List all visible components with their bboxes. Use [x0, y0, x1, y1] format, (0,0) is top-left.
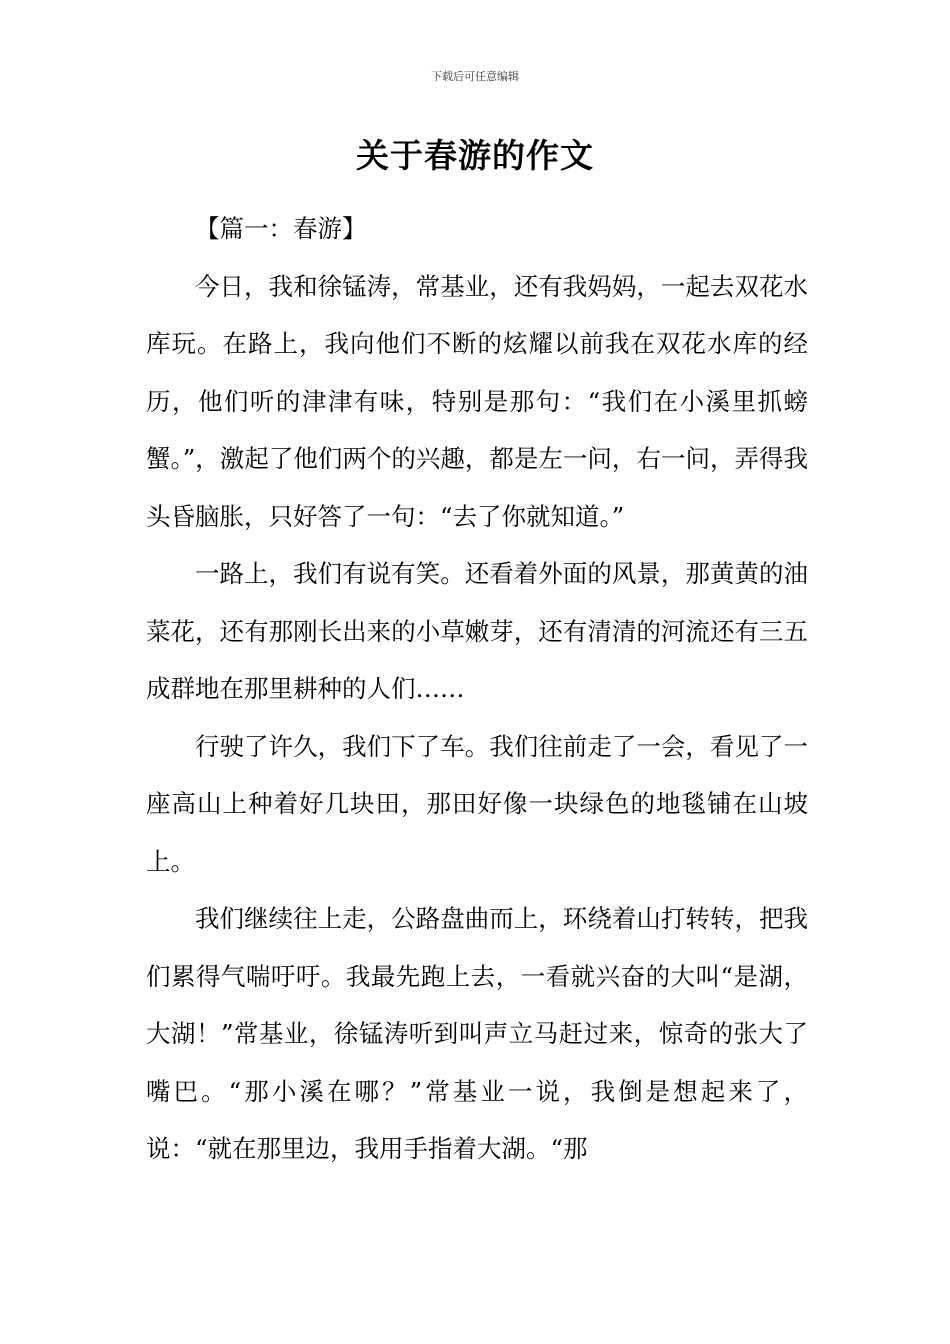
paragraph-1: 今日，我和徐锰涛，常基业，还有我妈妈，一起去双花水库玩。在路上，我向他们不断的炫耀以前我在双花水库的经历，他们听的津津有味，特别是那句：“我们在小溪里抓螃蟹。”，激起了他们两个的兴趣，都是左一问，右一问，弄得我头昏脑胀，只好答了一句：“去了你就知道。”	[146, 271, 808, 531]
paragraph-4: 我们继续往上走，公路盘曲而上，环绕着山打转转，把我们累得气喘吁吁。我最先跑上去，一看就兴奋的大叫“是湖，大湖！”常基业，徐锰涛听到叫声立马赶过来，惊奇的张大了嘴巴。“那小溪在哪？”常基业一说，我倒是想起来了，说：“就在那里边，我用手指着大湖。“那	[146, 904, 808, 1163]
section-label: 【篇一：春游】	[195, 214, 367, 243]
paragraph-2: 一路上，我们有说有笑。还看着外面的风景，那黄黄的油菜花，还有那刚长出来的小草嫩芽，还有清清的河流还有三五成群地在那里耕种的人们……	[146, 559, 808, 703]
paragraph-3: 行驶了许久，我们下了车。我们往前走了一会，看见了一座高山上种着好几块田，那田好像一块绿色的地毯铺在山坡上。	[146, 731, 808, 876]
header-note: 下载后可任意编辑	[431, 70, 519, 83]
page-title: 关于春游的作文	[356, 136, 594, 175]
article-body	[146, 200, 808, 1178]
